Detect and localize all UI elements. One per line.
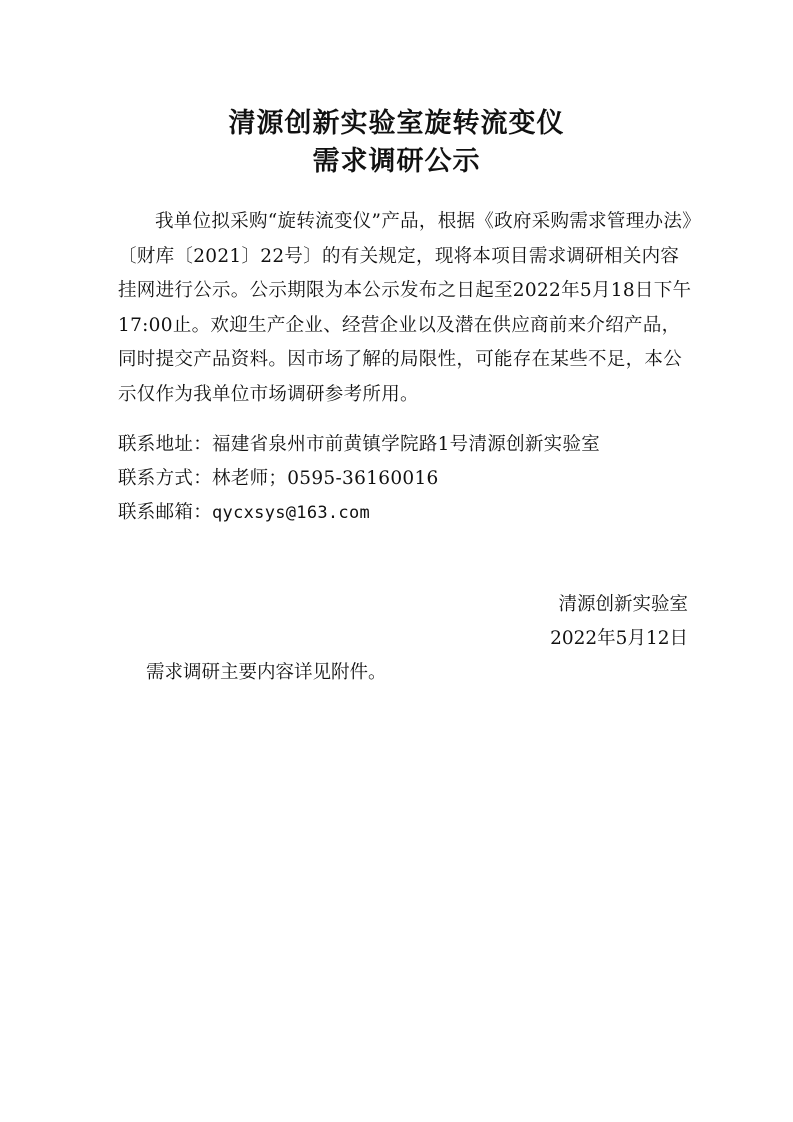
document-title-line-2: 需求调研公示 <box>312 146 481 177</box>
contact-method-label: 联系方式： <box>118 468 213 489</box>
contact-email-line <box>118 496 696 531</box>
contact-method-value: 林老师；0595-36160016 <box>212 468 439 489</box>
signature-organization: 清源创新实验室 <box>558 594 688 615</box>
document-title-line-1: 清源创新实验室旋转流变仪 <box>228 108 565 139</box>
contact-address-line <box>118 428 696 463</box>
contact-address-value: 福建省泉州市前黄镇学院路1号清源创新实验室 <box>212 434 601 455</box>
announcement-paragraph: 我单位拟采购“旋转流变仪”产品，根据《政府采购需求管理办法》〔财库〔2021〕22号〕的有关规定，现将本项目需求调研相关内容挂网进行公示。公示期限为本公示发布之日起至2022年5月18日下午17:00止。欢迎生产企业、经营企业以及潜在供应商前来介绍产品，同时提交产品资料。因市场了解的局限性，可能存在某些不足，本公示仅作为我单位市场调研参考所用。 <box>118 211 692 405</box>
contact-email-value: qycxsys@163.com <box>212 503 371 523</box>
contact-method-line <box>118 462 696 497</box>
contact-email-label: 联系邮箱： <box>118 502 213 523</box>
contact-address-label: 联系地址： <box>118 434 213 455</box>
signature-date: 2022年5月12日 <box>550 628 688 649</box>
attachment-note: 需求调研主要内容详见附件。 <box>146 662 387 683</box>
